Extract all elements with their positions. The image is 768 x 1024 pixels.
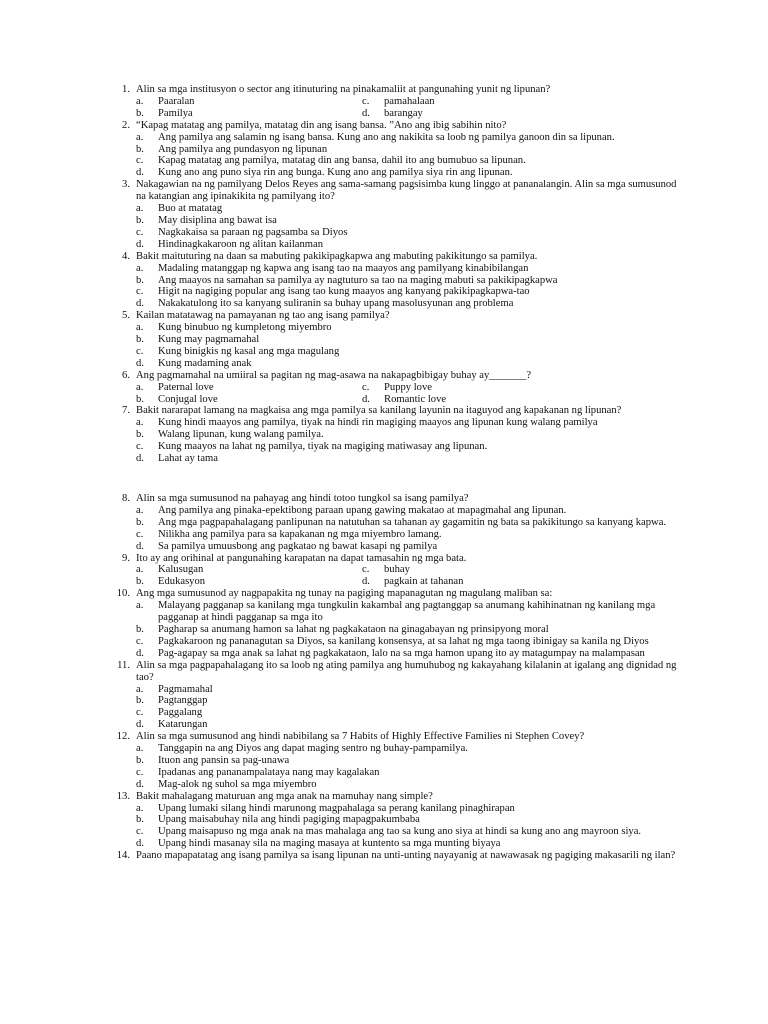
choice-letter: a. [136,600,144,612]
choices-list [136,684,678,732]
question-text: Ang pagmamahal na umiiral sa pagitan ng mag-asawa na nakapagbibigay buhay ay_______? [136,369,532,381]
choice-letter: d. [136,357,144,369]
answer-choice[interactable] [136,779,678,791]
choice-letter: d. [136,167,144,179]
answer-choice[interactable] [136,814,678,826]
choice-text: May disiplina ang bawat isa [158,214,277,226]
choice-letter: a. [136,564,144,576]
choice-text: barangay [384,107,423,119]
answer-choice[interactable] [136,803,678,815]
question-text: Nakagawian na ng pamilyang Delos Reyes ang sama-samang pagsisimba kung linggo at pananalangin. Alin sa mga sumusunod na katangian ang ipinakikita ng pamilyang ito? [136,179,677,203]
choice-text: Malayang pagganap sa kanilang mga tungkulin kakambal ang pagtanggap sa anumang kahihinatnan ng kanilang mga pagganap at hindi pagganap sa mga ito [158,600,656,624]
choice-letter: d. [362,107,370,119]
answer-choice[interactable] [136,322,678,334]
answer-choice[interactable] [136,263,678,275]
choice-letter: a. [136,504,144,516]
choice-letter: d. [136,647,144,659]
question-number: 14. [116,850,130,862]
choice-text: Pagharap sa anumang hamon sa lahat ng pagkakataon na ginagabayan ng prinsipyong moral [158,623,549,635]
answer-choice[interactable] [136,108,362,120]
question-text: Alin sa mga sumusunod na pahayag ang hindi totoo tungkol sa isang pamilya? [136,493,469,504]
question-text: Alin sa mga sumusunod ang hindi nabibilang sa 7 Habits of Highly Effective Families ni Stephen Covey? [136,731,585,743]
question-number: 10. [116,588,130,600]
answer-choice[interactable] [136,755,678,767]
choice-letter: c. [136,635,144,647]
choice-letter: c. [136,226,144,238]
answer-choice[interactable] [136,155,678,167]
answer-choice[interactable] [136,564,362,576]
choice-letter: c. [136,826,144,838]
choice-text: Lahat ay tama [158,453,218,465]
choice-letter: b. [136,623,144,635]
question-text: Alin sa mga institusyon o sector ang itinuturing na pinakamaliit at pangunahing yunit ng lipunan? [136,84,551,95]
choice-text: Madaling matanggap ng kapwa ang isang tao na maayos ang pamilyang kinabibilangan [158,262,529,274]
answer-choice[interactable] [136,215,678,227]
answer-choice[interactable] [136,132,678,144]
choice-text: Paggalang [158,707,203,719]
answer-choice[interactable] [136,707,678,719]
answer-choice[interactable] [136,429,678,441]
answer-choice[interactable] [136,227,678,239]
choice-text: Edukasyon [158,576,206,588]
question-number: 2. [122,119,130,131]
choice-text: Kapag matatag ang pamilya, matatag din ang bansa, dahil ito ang bumubuo sa lipunan. [158,155,526,167]
choice-text: Puppy love [384,381,432,393]
answer-choice[interactable] [136,394,362,406]
answer-choice[interactable] [362,394,678,406]
choice-letter: b. [136,334,144,346]
choice-letter: c. [136,528,144,540]
answer-choice[interactable] [362,96,678,108]
question-text: Paano mapapatatag ang isang pamilya sa isang lipunan na unti-unting nayayanig at nawawasak ng pagiging makasarili ng ilan? [136,850,676,862]
question-text: Kailan matatawag na pamayanan ng tao ang isang pamilya? [136,310,390,322]
choice-letter: b. [136,576,144,588]
answer-choice[interactable] [136,695,678,707]
choice-letter: b. [136,274,144,286]
choice-text: Nilikha ang pamilya para sa kapakanan ng mga miyembro lamang. [158,528,442,540]
answer-choice[interactable] [136,239,678,251]
answer-choice[interactable] [362,382,678,394]
choices-list [136,96,678,120]
choice-text: Walang lipunan, kung walang pamilya. [158,429,324,441]
choice-letter: a. [136,802,144,814]
choices-list [136,600,678,660]
choice-text: Pagmamahal [158,683,213,695]
choice-text: pamahalaan [384,95,435,107]
question-item [0,370,768,406]
question-item [0,84,768,120]
choice-text: Kung hindi maayos ang pamilya, tiyak na hindi rin magiging maayos ang lipunan kung walang pamilya [158,417,598,429]
answer-choice[interactable] [362,576,678,588]
question-number: 1. [122,84,130,95]
choices-list [136,417,678,465]
choice-letter: d. [362,393,370,405]
choice-text: Buo at matatag [158,203,223,215]
answer-choice[interactable] [136,541,678,553]
choice-text: pagkain at tahanan [384,576,464,588]
choice-text: Kung maayos na lahat ng pamilya, tiyak na magiging matiwasay ang lipunan. [158,441,488,453]
choice-letter: a. [136,322,144,334]
question-item [0,850,768,862]
answer-choice[interactable] [136,636,678,648]
question-item [0,251,768,311]
choice-letter: b. [136,107,144,119]
choice-letter: b. [136,429,144,441]
choice-text: Nakakatulong ito sa kanyang suliranin sa buhay upang masolusyunan ang problema [158,298,514,310]
choice-text: Pagtanggap [158,695,208,707]
question-number: 9. [122,552,130,564]
choice-text: Kung ano ang puno siya rin ang bunga. Kung ano ang pamilya siya rin ang lipunan. [158,167,513,179]
choice-text: Romantic love [384,393,447,405]
answer-choice[interactable] [136,96,362,108]
choice-letter: a. [136,417,144,429]
choice-text: Kalusugan [158,564,204,576]
choice-letter: b. [136,695,144,707]
answer-choice[interactable] [136,382,362,394]
question-text: “Kapag matatag ang pamilya, matatag din ang isang bansa. ”Ano ang ibig sabihin nito? [136,119,507,131]
answer-choice[interactable] [136,719,678,731]
choice-letter: c. [136,766,144,778]
choice-text: Hindinagkakaroon ng alitan kailanman [158,238,324,250]
answer-choice[interactable] [136,441,678,453]
answer-choice[interactable] [136,600,678,624]
answer-choice[interactable] [136,167,678,179]
choice-letter: d. [136,238,144,250]
choice-letter: d. [136,298,144,310]
choice-text: Kung binubuo ng kumpletong miyembro [158,322,332,334]
answer-choice[interactable] [136,298,678,310]
choice-letter: c. [136,441,144,453]
answer-choice[interactable] [362,564,678,576]
answer-choice[interactable] [136,684,678,696]
question-number: 11. [117,659,130,671]
question-item [0,588,768,659]
question-number: 5. [122,310,130,322]
choice-text: Katarungan [158,719,208,731]
choice-text: Ang pamilya ang pinaka-epektibong paraan upang gawing makatao at mapagmahal ang lipunan. [158,504,567,516]
choices-list [136,564,678,588]
question-item [0,731,768,791]
choice-letter: c. [362,564,370,576]
answer-choice[interactable] [136,648,678,660]
choice-letter: c. [362,95,370,107]
choices-list [136,505,678,553]
choices-list [136,382,678,406]
question-item [0,660,768,731]
answer-choice[interactable] [136,453,678,465]
choice-text: Ituon ang pansin sa pag-unawa [158,754,290,766]
choice-text: Paternal love [158,381,214,393]
choice-letter: c. [136,155,144,167]
question-text: Bakit maituturing na daan sa mabuting pakikipagkapwa ang mabuting pakikitungo sa pamilya. [136,250,538,262]
answer-choice[interactable] [136,275,678,287]
blank-space [0,465,768,493]
choices-list [136,132,678,180]
choice-text: Kung madaming anak [158,357,252,369]
question-number: 12. [116,731,130,743]
answer-choice[interactable] [136,203,678,215]
choice-text: Ang mga pagpapahalagang panlipunan na natutuhan sa tahanan ay gagamitin ng bata sa pakikitungo sa kanyang kapwa. [158,516,667,528]
answer-choice[interactable] [136,838,678,850]
answer-choice[interactable] [136,767,678,779]
question-item [0,179,768,250]
question-item [0,553,768,589]
answer-choice[interactable] [136,826,678,838]
choice-text: Paaralan [158,95,195,107]
question-item [0,791,768,851]
choice-text: Pamilya [158,107,193,119]
choice-letter: a. [136,683,144,695]
question-number: 4. [122,250,130,262]
choice-letter: a. [136,381,144,393]
choice-letter: a. [136,262,144,274]
quiz-document [0,84,768,862]
choice-letter: a. [136,95,144,107]
answer-choice[interactable] [362,108,678,120]
answer-choice[interactable] [136,358,678,370]
answer-choice[interactable] [136,743,678,755]
choice-letter: d. [136,778,144,790]
answer-choice[interactable] [136,144,678,156]
question-text: Bakit mahalagang maturuan ang mga anak na mamuhay nang simple? [136,790,433,802]
choices-list [136,743,678,791]
choice-letter: c. [136,707,144,719]
choice-text: Kung binigkis ng kasal ang mga magulang [158,345,340,357]
question-item [0,120,768,180]
choices-list [136,263,678,311]
answer-choice[interactable] [136,334,678,346]
answer-choice[interactable] [136,505,678,517]
choice-text: Ang pamilya ang pundasyon ng lipunan [158,143,328,155]
choice-text: buhay [384,564,410,576]
question-item [0,310,768,370]
choices-list [136,203,678,251]
question-text: Alin sa mga pagpapahalagang ito sa loob ng ating pamilya ang humuhubog ng kakayahang kilalanin at igalang ang dignidad ng tao? [136,659,677,683]
question-number: 13. [116,790,130,802]
answer-choice[interactable] [136,417,678,429]
choice-text: Ipadanas ang pananampalataya nang may kagalakan [158,766,380,778]
answer-choice[interactable] [136,576,362,588]
choice-letter: d. [136,719,144,731]
choice-letter: b. [136,214,144,226]
choice-text: Upang maisapuso ng mga anak na mas mahalaga ang tao sa kung ano siya at hindi sa kung ano ang mayroon siya. [158,826,642,838]
question-number: 6. [122,369,130,381]
choice-letter: d. [136,453,144,465]
choice-text: Upang maisabuhay nila ang hindi pagiging mapagpakumbaba [158,814,420,826]
answer-choice[interactable] [136,286,678,298]
choice-text: Conjugal love [158,393,218,405]
choice-text: Pag-agapay sa mga anak sa lahat ng pagkakataon, lalo na sa mga hamon upang ito ay matagumpay na malampasan [158,647,645,659]
choice-letter: b. [136,143,144,155]
answer-choice[interactable] [136,346,678,358]
choice-letter: b. [136,393,144,405]
choice-letter: d. [136,540,144,552]
choice-text: Mag-alok ng suhol sa mga miyembro [158,778,317,790]
question-item [0,493,768,553]
choice-text: Higit na nagiging popular ang isang tao kung maayos ang kanyang pakikipagkapwa-tao [158,286,530,298]
choice-letter: b. [136,814,144,826]
answer-choice[interactable] [136,517,678,529]
choice-text: Kung may pagmamahal [158,334,260,346]
choice-letter: c. [136,345,144,357]
choice-letter: b. [136,516,144,528]
choice-text: Tanggapin na ang Diyos ang dapat maging sentro ng buhay-pampamilya. [158,743,468,755]
question-number: 8. [122,493,130,504]
choice-letter: c. [362,381,370,393]
choice-text: Sa pamilya umuusbong ang pagkatao ng bawat kasapi ng pamilya [158,540,438,552]
question-item [0,405,768,465]
question-number: 7. [122,405,130,417]
choice-letter: a. [136,203,144,215]
choice-letter: b. [136,754,144,766]
choice-letter: d. [362,576,370,588]
question-text: Ang mga sumusunod ay nagpapakita ng tunay na pagiging mapanagutan ng magulang maliban sa: [136,588,553,600]
choice-text: Upang lumaki silang hindi marunong magpahalaga sa perang kanilang pinaghirapan [158,802,515,814]
question-text: Ito ay ang orihinal at pangunahing karapatan na dapat tamasahin ng mga bata. [136,552,467,564]
choice-text: Nagkakaisa sa paraan ng pagsamba sa Diyos [158,226,348,238]
choices-list [136,803,678,851]
choice-letter: c. [136,286,144,298]
choice-text: Ang pamilya ang salamin ng isang bansa. Kung ano ang nakikita sa loob ng pamilya ganoon din sa lipunan. [158,131,615,143]
choice-text: Pagkakaroon ng pananagutan sa Diyos, sa kanilang konsensya, at sa lahat ng mga taong ibinigay sa kanila ng Diyos [158,635,649,647]
choice-letter: a. [136,131,144,143]
choices-list [136,322,678,370]
choice-text: Upang hindi masanay sila na maging masaya at kuntento sa mga munting biyaya [158,838,501,850]
answer-choice[interactable] [136,624,678,636]
choice-text: Ang maayos na samahan sa pamilya ay nagtuturo sa tao na maging mabuti sa pakikipagkapwa [158,274,558,286]
question-text: Bakit nararapat lamang na magkaisa ang mga pamilya sa kanilang layunin na itaguyod ang kapakanan ng lipunan? [136,405,622,417]
answer-choice[interactable] [136,529,678,541]
choice-letter: d. [136,838,144,850]
choice-letter: a. [136,743,144,755]
question-number: 3. [122,179,130,191]
